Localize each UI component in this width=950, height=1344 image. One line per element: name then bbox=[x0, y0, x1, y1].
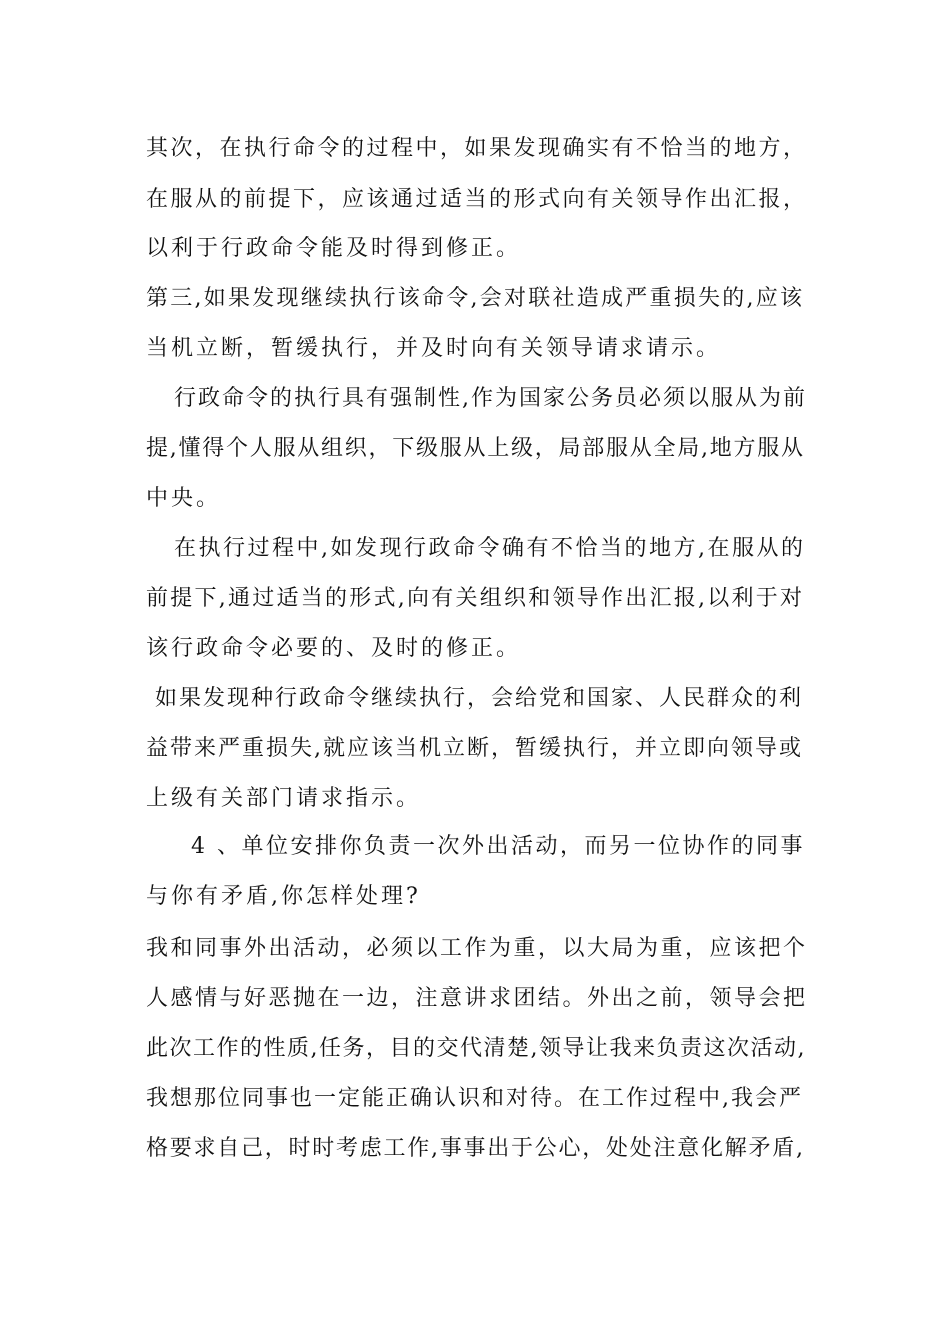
text-line: 我想那位同事也一定能正确认识和对待。在工作过程中,我会严 bbox=[146, 1086, 803, 1111]
text-line: 第三,如果发现继续执行该命令,会对联社造成严重损失的,应该 bbox=[146, 286, 805, 311]
text-line: 此次工作的性质,任务，目的交代清楚,领导让我来负责这次活动, bbox=[146, 1036, 806, 1061]
text-line: 我和同事外出活动，必须以工作为重，以大局为重，应该把个 bbox=[146, 936, 808, 961]
text-line: 4 、单位安排你负责一次外出活动，而另一位协作的同事 bbox=[191, 834, 805, 859]
text-line: 在服从的前提下，应该通过适当的形式向有关领导作出汇报， bbox=[146, 187, 808, 212]
text-line: 上级有关部门请求指示。 bbox=[146, 786, 422, 811]
text-line: 如果发现种行政命令继续执行，会给党和国家、人民群众的利 bbox=[155, 686, 804, 711]
text-line: 与你有矛盾,你怎样处理? bbox=[146, 884, 421, 909]
text-line: 当机立断，暂缓执行，并及时向有关领导请求请示。 bbox=[146, 336, 722, 361]
text-line: 人感情与好恶抛在一边，注意讲求团结。外出之前，领导会把 bbox=[146, 986, 808, 1011]
text-line: 在执行过程中,如发现行政命令确有不恰当的地方,在服从的 bbox=[174, 536, 806, 561]
text-line: 行政命令的执行具有强制性,作为国家公务员必须以服从为前 bbox=[174, 386, 807, 411]
text-line: 益带来严重损失,就应该当机立断，暂缓执行，并立即向领导或 bbox=[146, 736, 803, 761]
text-line: 该行政命令必要的、及时的修正。 bbox=[146, 636, 522, 661]
text-line: 以利于行政命令能及时得到修正。 bbox=[146, 236, 522, 261]
text-line: 提,懂得个人服从组织，下级服从上级，局部服从全局,地方服从 bbox=[146, 436, 805, 461]
text-line: 中央。 bbox=[146, 486, 222, 511]
text-line: 前提下,通过适当的形式,向有关组织和领导作出汇报,以利于对 bbox=[146, 586, 805, 611]
text-line: 格要求自己，时时考虑工作,事事出于公心，处处注意化解矛盾, bbox=[146, 1136, 805, 1161]
text-line: 其次，在执行命令的过程中，如果发现确实有不恰当的地方， bbox=[146, 136, 808, 161]
